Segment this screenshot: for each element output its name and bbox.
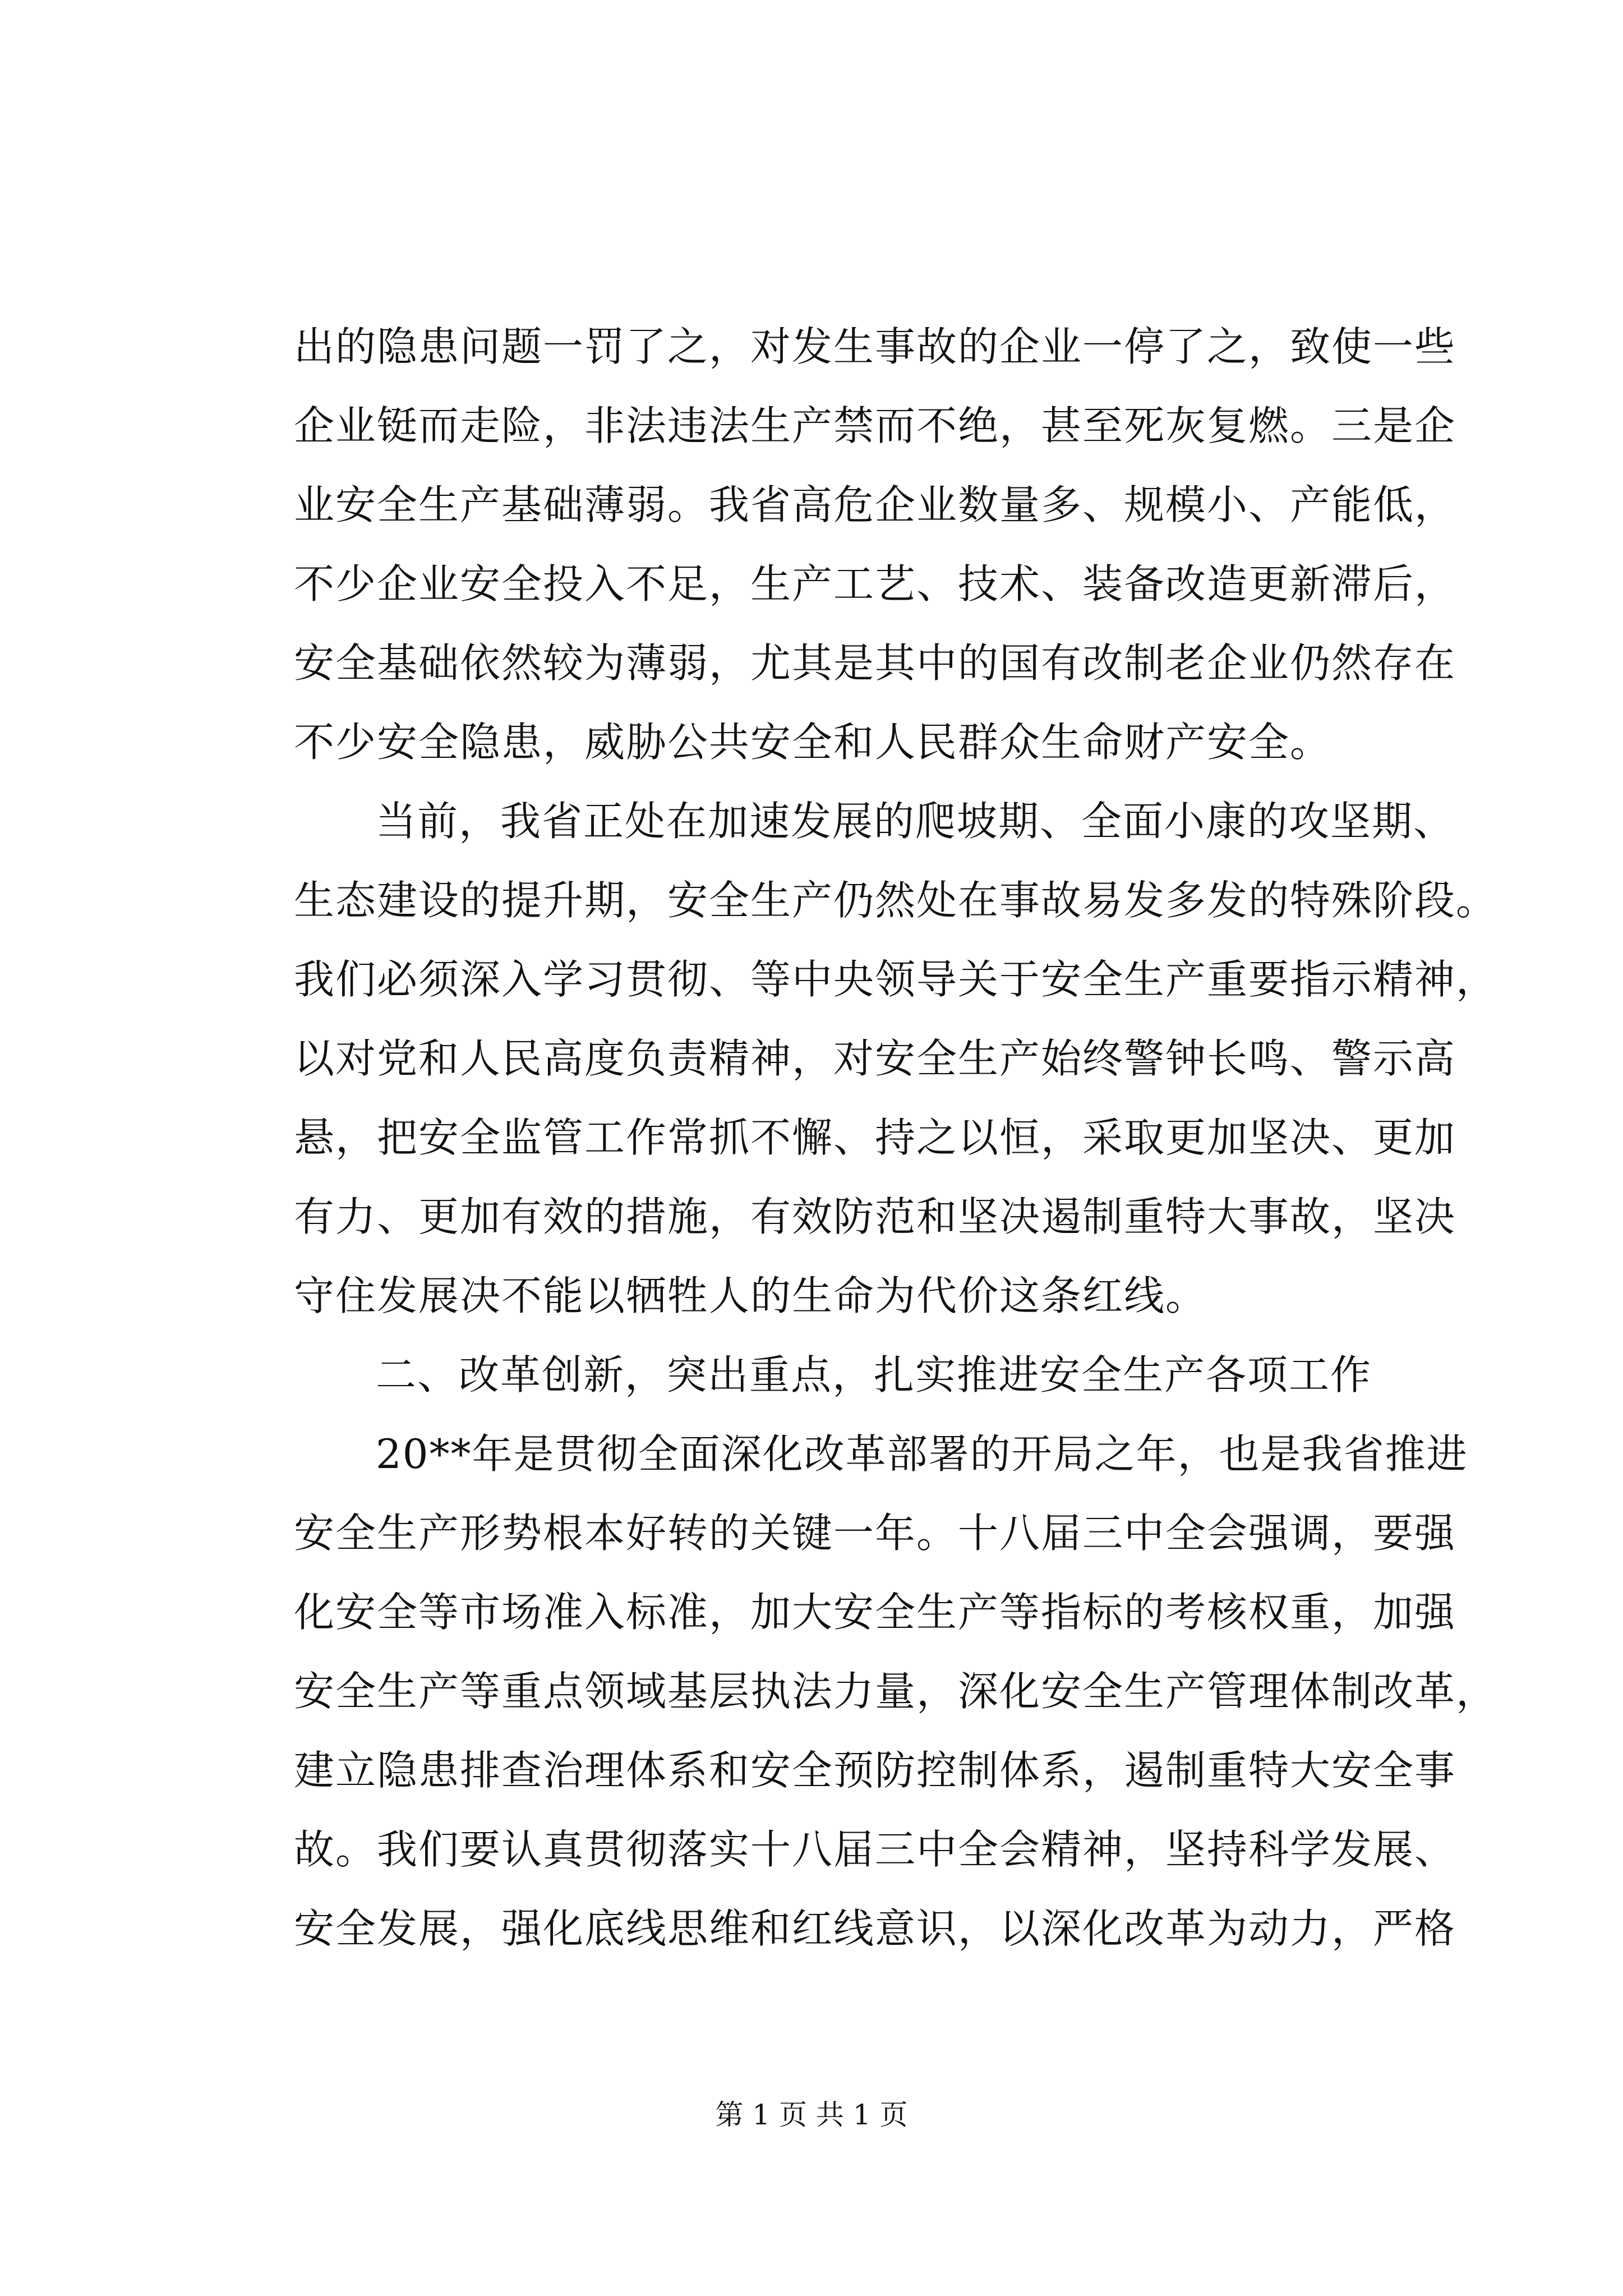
text-line: 守住发展决不能以牺牲人的生命为代价这条红线。: [294, 1272, 1207, 1319]
text-line: 安全生产等重点领域基层执法力量，深化安全生产管理体制改革，: [294, 1668, 1498, 1715]
text-line: 不少企业安全投入不足，生产工艺、技术、装备改造更新滞后，: [294, 560, 1456, 608]
text-line: 以对党和人民高度负责精神，对安全生产始终警钟长鸣、警示高: [294, 1035, 1456, 1082]
text-line: 悬，把安全监管工作常抓不懈、持之以恒，采取更加坚决、更加: [294, 1114, 1456, 1161]
section-heading: 二、改革创新，突出重点，扎实推进安全生产各项工作: [376, 1351, 1372, 1398]
text-line: 安全发展，强化底线思维和红线意识，以深化改革为动力，严格: [294, 1905, 1456, 1952]
text-line: 不少安全隐患，威胁公共安全和人民群众生命财产安全。: [294, 719, 1332, 766]
text-line: 有力、更加有效的措施，有效防范和坚决遏制重特大事故，坚决: [294, 1193, 1456, 1240]
page-number-footer: 第 1 页 共 1 页: [715, 2099, 908, 2131]
text-line: 20**年是贯彻全面深化改革部署的开局之年，也是我省推进: [376, 1430, 1468, 1478]
text-line: 出的隐患问题一罚了之，对发生事故的企业一停了之，致使一些: [294, 323, 1456, 370]
text-line: 企业铤而走险，非法违法生产禁而不绝，甚至死灰复燃。三是企: [294, 402, 1456, 449]
text-line: 建立隐患排查治理体系和安全预防控制体系，遏制重特大安全事: [294, 1747, 1456, 1794]
text-line: 我们必须深入学习贯彻、等中央领导关于安全生产重要指示精神，: [294, 956, 1498, 1003]
text-line: 化安全等市场准入标准，加大安全生产等指标的考核权重，加强: [294, 1589, 1456, 1636]
text-line: 安全生产形势根本好转的关键一年。十八届三中全会强调，要强: [294, 1510, 1456, 1557]
text-line: 故。我们要认真贯彻落实十八届三中全会精神，坚持科学发展、: [294, 1826, 1456, 1873]
body-text: [294, 307, 1498, 1968]
text-line: 业安全生产基础薄弱。我省高危企业数量多、规模小、产能低，: [294, 481, 1456, 528]
text-line: 生态建设的提升期，安全生产仍然处在事故易发多发的特殊阶段。: [294, 877, 1498, 924]
text-line: 安全基础依然较为薄弱，尤其是其中的国有改制老企业仍然存在: [294, 639, 1456, 687]
text-line: 当前，我省正处在加速发展的爬坡期、全面小康的攻坚期、: [376, 798, 1455, 845]
